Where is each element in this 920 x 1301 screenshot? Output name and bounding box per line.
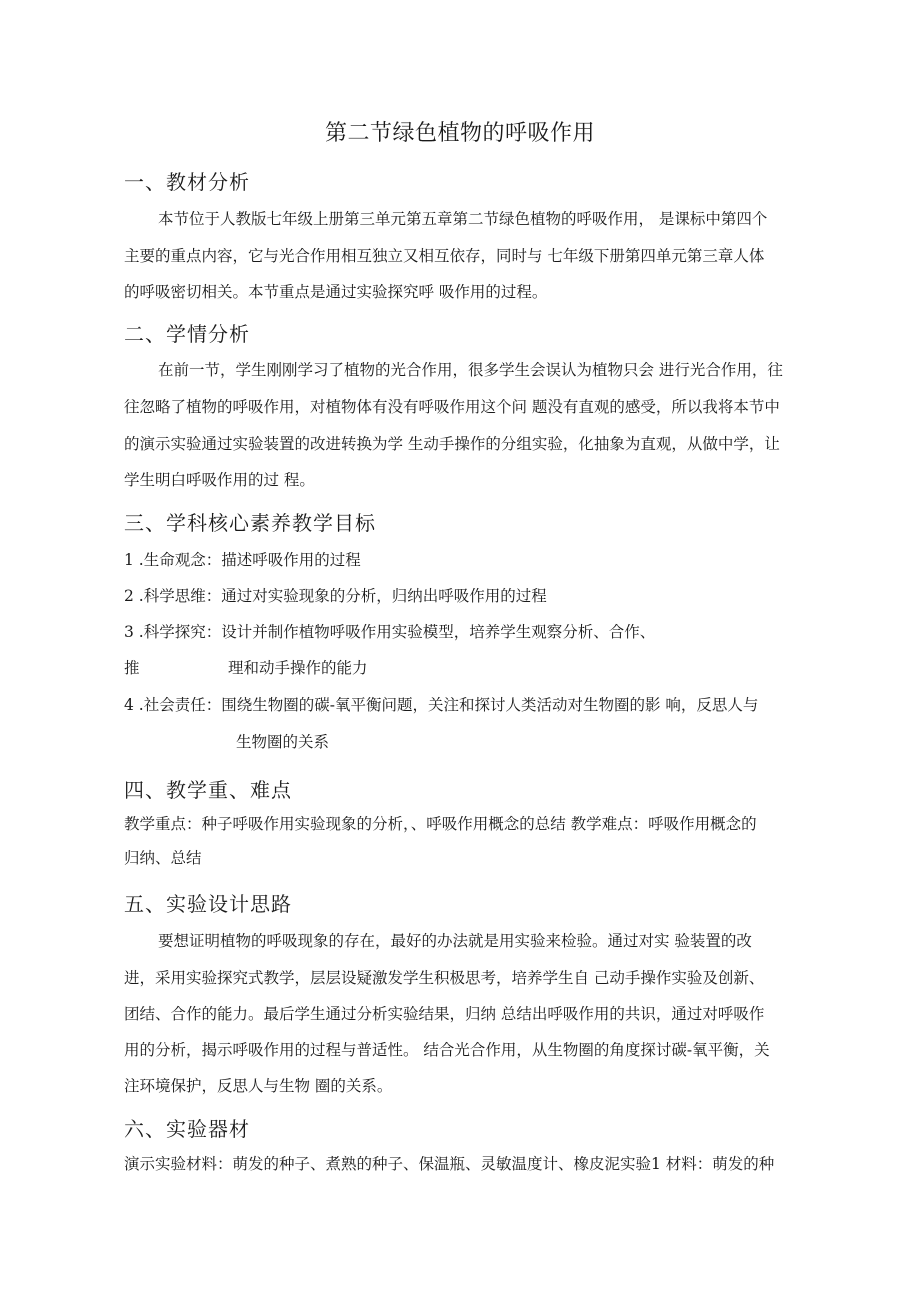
paragraph-line: 教学重点：种子呼吸作用实验现象的分析，、呼吸作用概念的总结 教学难点：呼吸作用概念的 [124, 815, 757, 833]
section-heading-5: 五、实验设计思路 [124, 892, 292, 916]
section-heading-3: 三、学科核心素养教学目标 [124, 511, 376, 535]
objective-item-continuation: 生物圈的关系 [236, 733, 330, 751]
paragraph-line: 进，采用实验探究式教学，层层设疑激发学生积极思考，培养学生自 己动手操作实验及创新、 [124, 969, 765, 987]
section-heading-1: 一、教材分析 [124, 170, 250, 194]
paragraph-line: 本节位于人教版七年级上册第三单元第五章第二节绿色植物的呼吸作用， 是课标中第四个 [158, 210, 768, 228]
section-heading-4: 四、教学重、难点 [124, 778, 292, 802]
objective-item: 1 .生命观念：描述呼吸作用的过程 [124, 551, 361, 569]
paragraph-line: 演示实验材料：萌发的种子、煮熟的种子、保温瓶、灵敏温度计、橡皮泥实验1 材料：萌发的种 [124, 1155, 775, 1173]
paragraph-line: 归纳、总结 [124, 849, 202, 867]
paragraph-line: 的演示实验通过实验装置的改进转换为学 生动手操作的分组实验，化抽象为直观，从做中学，让 [124, 435, 780, 453]
objective-item-fragment: 推 [124, 659, 140, 677]
paragraph-line: 的呼吸密切相关。本节重点是通过实验探究呼 吸作用的过程。 [124, 283, 548, 301]
section-heading-6: 六、实验器材 [124, 1117, 250, 1141]
section-heading-2: 二、学情分析 [124, 322, 250, 346]
page-title: 第二节绿色植物的呼吸作用 [324, 121, 595, 146]
paragraph-line: 主要的重点内容，它与光合作用相互独立又相互依存，同时与 七年级下册第四单元第三章人体 [124, 247, 765, 265]
paragraph-line: 在前一节，学生刚刚学习了植物的光合作用，很多学生会误认为植物只会 进行光合作用，往 [158, 361, 783, 379]
paragraph-line: 团结、合作的能力。最后学生通过分析实验结果，归纳 总结出呼吸作用的共识，通过对呼吸作 [124, 1005, 765, 1023]
paragraph-line: 要想证明植物的呼吸现象的存在，最好的办法就是用实验来检验。通过对实 验装置的改 [158, 932, 752, 950]
paragraph-line: 用的分析，揭示呼吸作用的过程与普适性。 结合光合作用，从生物圈的角度探讨碳-氧平衡，关 [124, 1041, 770, 1059]
paragraph-line: 学生明白呼吸作用的过 程。 [124, 471, 315, 489]
paragraph-line: 注环境保护，反思人与生物 圈的关系。 [124, 1077, 393, 1095]
objective-item: 4 .社会责任：围绕生物圈的碳-氧平衡问题，关注和探讨人类活动对生物圈的影 响，反思人与 [124, 696, 759, 714]
objective-item: 3 .科学探究：设计并制作植物呼吸作用实验模型，培养学生观察分析、合作、 [124, 623, 656, 641]
objective-item: 2 .科学思维：通过对实验现象的分析，归纳出呼吸作用的过程 [124, 587, 547, 605]
paragraph-line: 往忽略了植物的呼吸作用，对植物体有没有呼吸作用这个问 题没有直观的感受，所以我将本节中 [124, 398, 780, 416]
objective-item-continuation: 理和动手操作的能力 [228, 659, 368, 677]
